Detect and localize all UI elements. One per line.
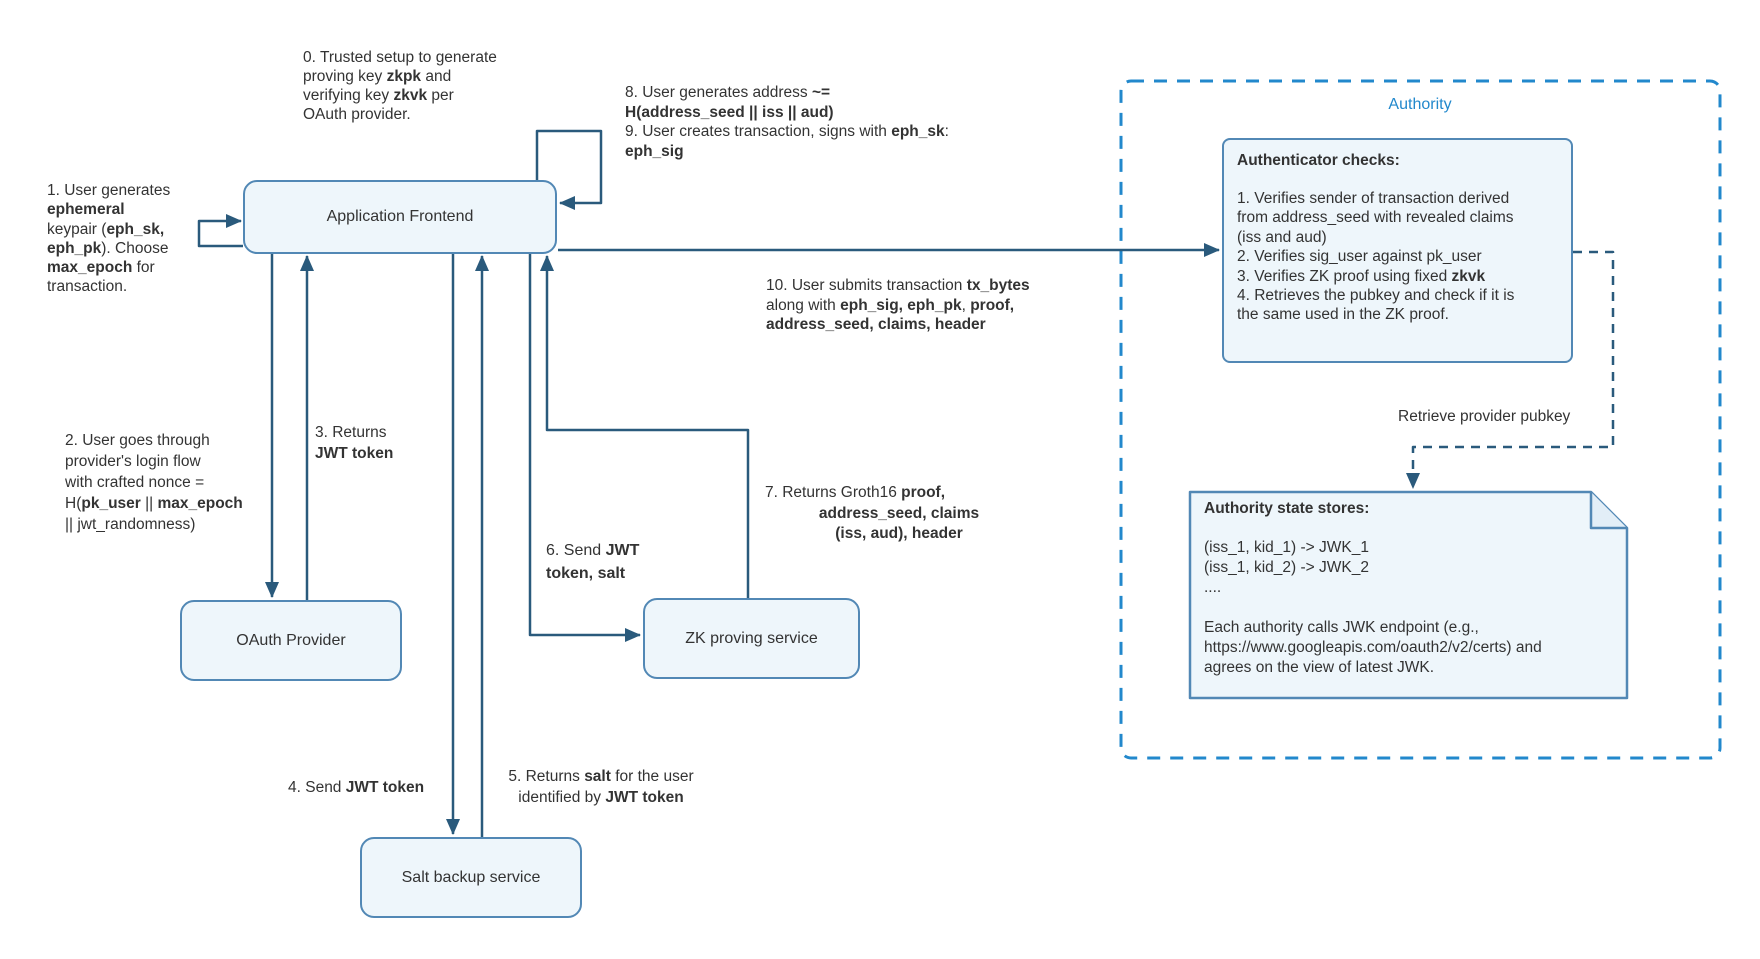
authenticator-checks-body: 1. Verifies sender of transaction derived from address_seed with revealed claims (iss and aud) 2. Verifies sig_user against pk_user 3. Verifies ZK proof using fixed zkvk 4. Retrieves the pubkey and check if it is the same used in the ZK proof.	[1237, 190, 1515, 324]
authority-state-store-title: Authority state stores:	[1204, 500, 1370, 517]
annotation-step7: 7. Returns Groth16 proof, address_seed, claims (iss, aud), header	[765, 484, 980, 542]
annotation-step3: 3. Returns JWT token	[315, 424, 394, 462]
authority-state-store-body: (iss_1, kid_1) -> JWK_1 (iss_1, kid_2) -> JWK_2 .... Each authority calls JWK endpoint (e.g., https://www.googleapis.com/oauth2/v2/certs) and agrees on the view of latest JWK.	[1204, 539, 1542, 676]
oauth-provider-label: OAuth Provider	[236, 631, 346, 649]
authenticator-checks-box	[1222, 138, 1573, 363]
zk-proving-service-box	[643, 598, 860, 679]
arrow-step1-self-loop	[199, 221, 243, 246]
annotation-step6: 6. Send JWT token, salt	[546, 542, 640, 582]
annotation-step0: 0. Trusted setup to generate proving key zkpk and verifying key zkvk per OAuth provider.	[303, 49, 497, 123]
application-frontend-label: Application Frontend	[326, 208, 474, 225]
annotation-step8-9: 8. User generates address ~= H(address_seed || iss || aud) 9. User creates transaction, signs with eph_sk: eph_sig	[625, 84, 949, 160]
annotation-step2: 2. User goes through provider's login flow with crafted nonce = H(pk_user || max_epoch || jwt_randomness)	[65, 432, 243, 533]
authenticator-checks-title: Authenticator checks:	[1237, 152, 1400, 169]
annotation-step1: 1. User generates ephemeral keypair (eph_sk, eph_pk). Choose max_epoch for transaction.	[47, 182, 171, 296]
oauth-provider-box	[180, 600, 402, 681]
salt-backup-service-box	[360, 837, 582, 918]
salt-backup-service-label: Salt backup service	[401, 868, 541, 886]
authority-label: Authority	[1388, 96, 1452, 113]
annotation-step5: 5. Returns salt for the user identified by JWT token	[508, 768, 694, 806]
authority-state-store-text	[1204, 500, 1616, 678]
annotation-step10: 10. User submits transaction tx_bytes along with eph_sig, eph_pk, proof, address_seed, claims, header	[766, 277, 1030, 333]
zk-proving-service-label: ZK proving service	[685, 629, 818, 647]
annotation-step4: 4. Send JWT token	[288, 779, 425, 796]
application-frontend-box	[243, 180, 557, 254]
retrieve-provider-pubkey-label: Retrieve provider pubkey	[1398, 408, 1571, 425]
